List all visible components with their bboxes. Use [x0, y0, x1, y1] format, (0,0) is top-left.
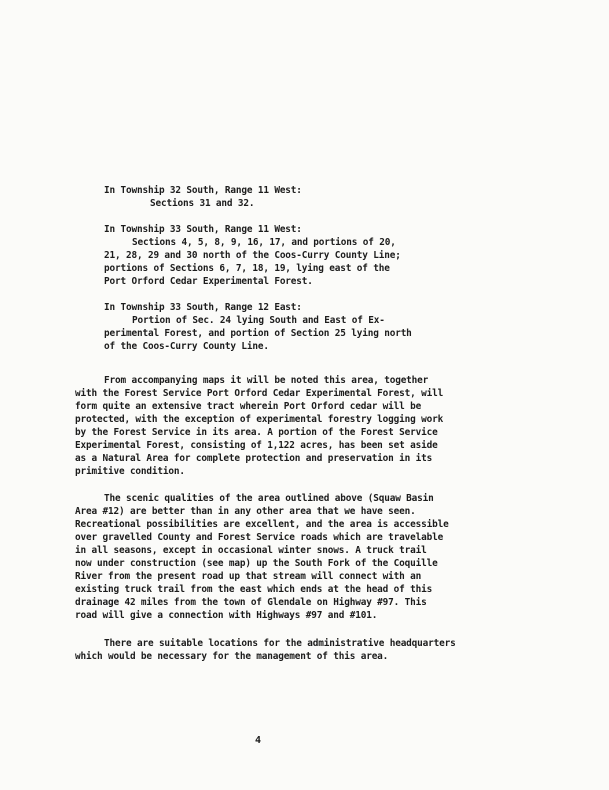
paragraph-2-line: Area #12) are better than in any other area that we have seen.: [75, 506, 416, 517]
paragraph-1-line: by the Forest Service in its area. A portion of the Forest Service: [75, 427, 438, 438]
page-number: 4: [255, 735, 261, 746]
paragraph-1-line: From accompanying maps it will be noted this area, together: [104, 375, 429, 386]
paragraph-1-line: as a Natural Area for complete protection and preservation in its: [75, 453, 433, 464]
paragraph-2-line: River from the present road up that stream will connect with an: [75, 571, 422, 582]
township-33-r12-line: Portion of Sec. 24 lying South and East of Ex-: [132, 315, 385, 326]
paragraph-1-line: protected, with the exception of experimental forestry logging work: [75, 414, 444, 425]
paragraph-2-line: The scenic qualities of the area outlined above (Squaw Basin: [104, 493, 434, 504]
township-33-r11-line: 21, 28, 29 and 30 north of the Coos-Curry County Line;: [104, 250, 401, 261]
township-33-r12-heading: In Township 33 South, Range 12 East:: [104, 302, 302, 313]
paragraph-1-line: with the Forest Service Port Orford Cedar Experimental Forest, will: [75, 388, 444, 399]
township-32-heading: In Township 32 South, Range 11 West:: [104, 185, 302, 196]
paragraph-1-line: Experimental Forest, consisting of 1,122 acres, has been set aside: [75, 440, 438, 451]
paragraph-2-line: Recreational possibilities are excellent, and the area is accessible: [75, 519, 449, 530]
township-33-r11-line: Sections 4, 5, 8, 9, 16, 17, and portions of 20,: [132, 237, 396, 248]
township-33-r12-line: of the Coos-Curry County Line.: [104, 341, 269, 352]
township-33-r12-line: perimental Forest, and portion of Section 25 lying north: [104, 328, 412, 339]
paragraph-2-line: over gravelled County and Forest Service roads which are travelable: [75, 532, 444, 543]
paragraph-2-line: road will give a connection with Highways #97 and #101.: [75, 610, 378, 621]
township-33-r11-heading: In Township 33 South, Range 11 West:: [104, 224, 302, 235]
paragraph-2-line: existing truck trail from the east which ends at the head of this: [75, 584, 433, 595]
paragraph-1-line: primitive condition.: [75, 466, 185, 477]
paragraph-2-line: in all seasons, except in occasional winter snows. A truck trail: [75, 545, 427, 556]
paragraph-1-line: form quite an extensive tract wherein Port Orford cedar will be: [75, 401, 422, 412]
paragraph-2-line: drainage 42 miles from the town of Glendale on Highway #97. This: [75, 597, 427, 608]
paragraph-2-line: now under construction (see map) up the South Fork of the Coquille: [75, 558, 438, 569]
paragraph-3-line: There are suitable locations for the administrative headquarters: [104, 638, 456, 649]
township-33-r11-line: portions of Sections 6, 7, 18, 19, lying east of the: [104, 263, 390, 274]
township-32-sections: Sections 31 and 32.: [150, 198, 255, 209]
paragraph-3-line: which would be necessary for the management of this area.: [75, 651, 389, 662]
township-33-r11-line: Port Orford Cedar Experimental Forest.: [104, 276, 313, 287]
